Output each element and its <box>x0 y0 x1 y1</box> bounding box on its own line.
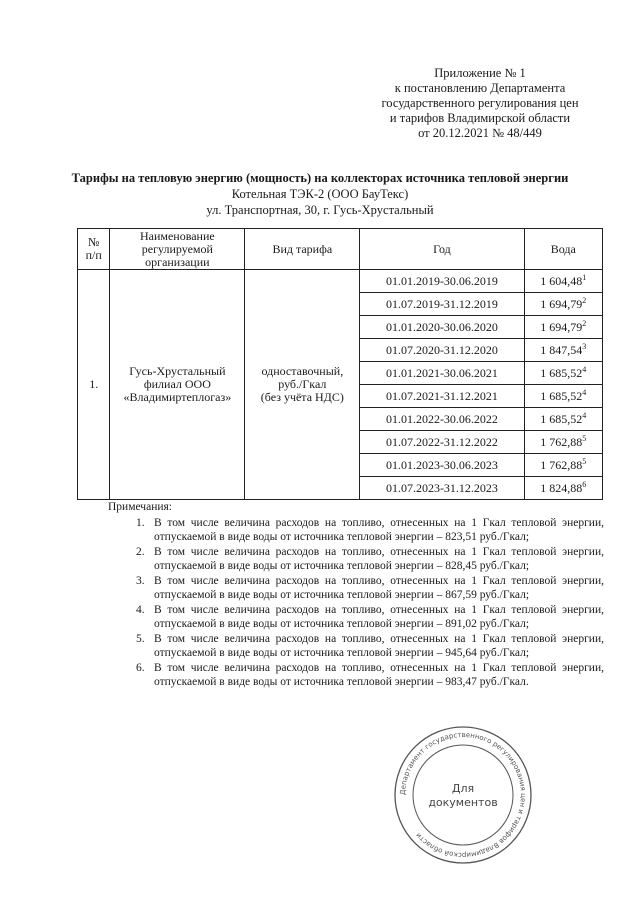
note-text: В том числе величина расходов на топливо, отнесенных на 1 Гкал тепловой энергии, <box>154 517 604 529</box>
period-cell: 01.07.2021-31.12.2021 <box>360 385 524 408</box>
note-ref: 4 <box>582 364 587 374</box>
source-address: ул. Транспортная, 30, г. Гусь-Хрустальный <box>206 203 434 217</box>
notes-section <box>108 500 604 691</box>
stamp-center-text: документов <box>428 796 498 809</box>
note-item <box>108 604 604 631</box>
stamp-outer-ring <box>395 727 531 863</box>
note-item <box>108 517 604 544</box>
note-text: отпускаемой в виде воды от источника тепловой энергии – 945,64 руб./Гкал; <box>154 646 530 659</box>
appendix-line: от 20.12.2021 № 48/449 <box>418 126 542 140</box>
notes-title: Примечания: <box>108 501 172 513</box>
organization-line: филиал ООО <box>143 377 211 391</box>
stamp-graphic <box>388 720 538 870</box>
organization-line: Гусь-Хрустальный <box>129 364 226 378</box>
stamp-center-text: Для <box>451 782 475 795</box>
note-text: В том числе величина расходов на топливо, отнесенных на 1 Гкал тепловой энергии, <box>154 546 604 558</box>
note-ref: 3 <box>582 341 587 351</box>
header-num: № п/п <box>78 229 110 270</box>
tariff-kind-line: (без учёта НДС) <box>260 390 344 404</box>
note-ref: 5 <box>582 456 587 466</box>
value-cell <box>524 408 602 431</box>
appendix-block <box>330 66 630 141</box>
note-ref: 4 <box>582 410 587 420</box>
tariff-value: 1 762,88 <box>540 434 583 449</box>
official-stamp <box>388 720 538 870</box>
period-cell: 01.01.2020-30.06.2020 <box>360 316 524 339</box>
value-cell <box>524 362 602 385</box>
stamp-ring-text: Департамент государственного регулирования цен и тарифов Владимирской области <box>398 730 528 860</box>
note-ref: 5 <box>582 433 587 443</box>
note-text: В том числе величина расходов на топливо, отнесенных на 1 Гкал тепловой энергии, <box>154 662 604 674</box>
tariff-value: 1 685,52 <box>540 365 583 380</box>
note-ref: 2 <box>582 318 587 328</box>
note-ref: 4 <box>582 387 587 397</box>
note-text: отпускаемой в виде воды от источника тепловой энергии – 891,02 руб./Гкал; <box>154 617 530 630</box>
header-org: Наименование регулируемой организации <box>110 229 245 270</box>
value-cell <box>524 477 602 500</box>
note-number: 2. <box>136 546 145 558</box>
tariff-value: 1 604,48 <box>540 273 583 288</box>
tariff-kind-line: руб./Гкал <box>278 377 327 391</box>
tariff-value: 1 762,88 <box>540 457 583 472</box>
header-water: Вода <box>524 229 602 270</box>
tariff-value: 1 824,88 <box>540 480 583 495</box>
tariff-value: 1 847,54 <box>540 342 583 357</box>
tariff-value: 1 694,79 <box>540 319 583 334</box>
period-cell: 01.07.2019-31.12.2019 <box>360 293 524 316</box>
note-text: отпускаемой в виде воды от источника тепловой энергии – 823,51 руб./Гкал; <box>154 530 530 543</box>
title-block <box>0 170 640 218</box>
value-cell <box>524 270 602 293</box>
appendix-line: Приложение № 1 <box>434 66 526 80</box>
tariff-value: 1 685,52 <box>540 411 583 426</box>
value-cell <box>524 454 602 477</box>
note-text: В том числе величина расходов на топливо, отнесенных на 1 Гкал тепловой энергии, <box>154 633 604 645</box>
value-cell <box>524 431 602 454</box>
note-ref: 1 <box>582 272 587 282</box>
appendix-line: государственного регулирования цен <box>381 96 579 110</box>
source-name: Котельная ТЭК-2 (ООО БауТекс) <box>231 187 409 201</box>
period-cell: 01.07.2023-31.12.2023 <box>360 477 524 500</box>
value-cell <box>524 316 602 339</box>
note-number: 6. <box>136 662 145 674</box>
value-cell <box>524 293 602 316</box>
document-title: Тарифы на тепловую энергию (мощность) на коллекторах источника тепловой энергии <box>71 171 569 185</box>
stamp-inner-ring <box>413 745 513 845</box>
period-cell: 01.01.2019-30.06.2019 <box>360 270 524 293</box>
note-item <box>108 546 604 573</box>
note-ref: 6 <box>582 479 587 489</box>
note-text: отпускаемой в виде воды от источника тепловой энергии – 983,47 руб./Гкал. <box>154 675 529 688</box>
period-cell: 01.07.2022-31.12.2022 <box>360 431 524 454</box>
tariff-value: 1 694,79 <box>540 296 583 311</box>
appendix-line: к постановлению Департамента <box>394 81 566 95</box>
period-cell: 01.01.2021-30.06.2021 <box>360 362 524 385</box>
note-text: отпускаемой в виде воды от источника тепловой энергии – 867,59 руб./Гкал; <box>154 588 530 601</box>
period-cell: 01.01.2022-30.06.2022 <box>360 408 524 431</box>
period-cell: 01.01.2023-30.06.2023 <box>360 454 524 477</box>
row-number: 1. <box>78 270 110 500</box>
note-ref: 2 <box>582 295 587 305</box>
table-header-row <box>78 229 603 270</box>
organization-line: «Владимиртеплогаз» <box>123 390 232 404</box>
period-cell: 01.07.2020-31.12.2020 <box>360 339 524 362</box>
organization-cell <box>110 270 245 500</box>
note-item <box>108 575 604 602</box>
note-number: 3. <box>136 575 145 587</box>
note-number: 4. <box>136 604 145 616</box>
tariffs-table <box>77 228 603 500</box>
table-row <box>78 270 603 293</box>
note-item <box>108 633 604 660</box>
tariff-kind-line: одноставочный, <box>261 364 344 378</box>
note-text: В том числе величина расходов на топливо, отнесенных на 1 Гкал тепловой энергии, <box>154 604 604 616</box>
note-number: 5. <box>136 633 145 645</box>
note-text: отпускаемой в виде воды от источника тепловой энергии – 828,45 руб./Гкал; <box>154 559 530 572</box>
header-kind: Вид тарифа <box>245 229 360 270</box>
note-number: 1. <box>136 517 145 529</box>
value-cell <box>524 385 602 408</box>
header-year: Год <box>360 229 524 270</box>
value-cell <box>524 339 602 362</box>
note-text: В том числе величина расходов на топливо, отнесенных на 1 Гкал тепловой энергии, <box>154 575 604 587</box>
note-item <box>108 662 604 689</box>
tariff-kind-cell <box>245 270 360 500</box>
appendix-line: и тарифов Владимирской области <box>389 111 571 125</box>
tariff-value: 1 685,52 <box>540 388 583 403</box>
